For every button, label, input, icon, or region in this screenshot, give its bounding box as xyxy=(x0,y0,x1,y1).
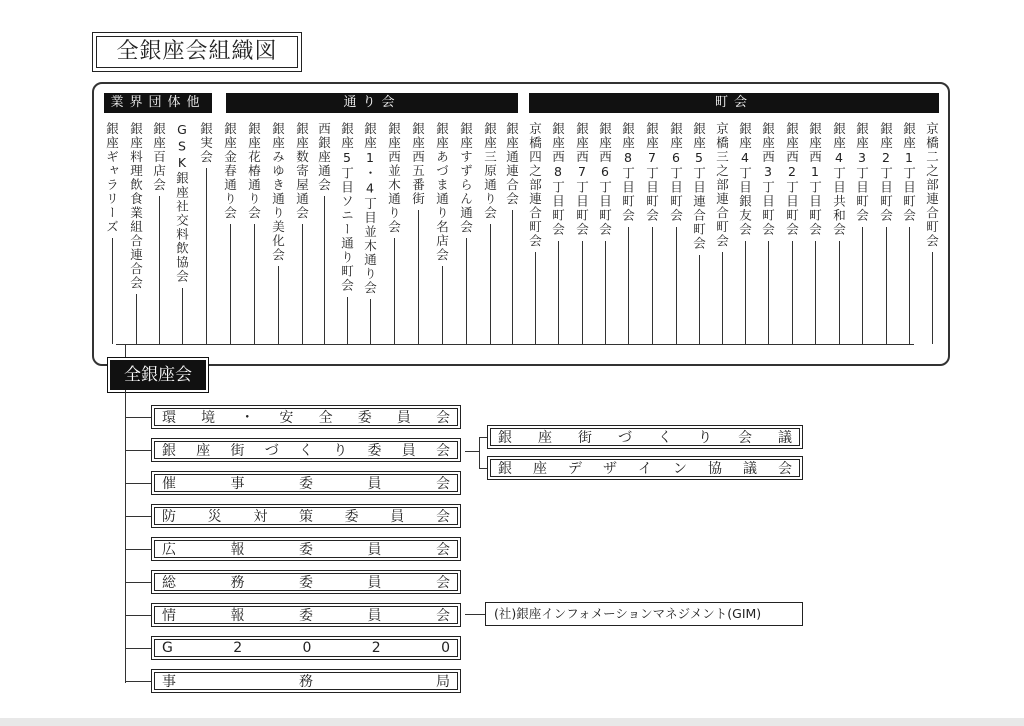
page-footer-strip xyxy=(0,718,1024,726)
committee-char: 会 xyxy=(436,608,450,624)
committee-char: 委 xyxy=(299,608,313,624)
committee-char: 催 xyxy=(162,476,176,492)
committee-char: く xyxy=(299,443,313,459)
committee-char: 事 xyxy=(162,674,176,690)
subgroup-char: 銀 xyxy=(498,430,512,446)
committee-char: 0 xyxy=(441,640,450,656)
org-label: 銀座西3丁目町会 xyxy=(760,122,776,237)
gim-box: (社)銀座インフォメーションマネジメント(GIM) xyxy=(485,602,803,626)
committee-char: 委 xyxy=(299,575,313,591)
committee-char: 委 xyxy=(344,509,359,525)
committee-char: 委 xyxy=(357,410,372,426)
subgroup-char: づ xyxy=(618,430,632,446)
committee-char: 防 xyxy=(162,509,176,525)
org-label: 銀座料理飲食業組合連合会 xyxy=(128,122,144,290)
org-label: 銀座5丁目ソニー通り町会 xyxy=(339,122,355,293)
band-streets: 通り会 xyxy=(226,93,518,113)
committee-char: 員 xyxy=(367,542,382,558)
gim-connector xyxy=(465,614,485,615)
committee-char: 境 xyxy=(201,410,216,426)
band-towns: 町会 xyxy=(529,93,939,113)
committee-char: 員 xyxy=(367,476,382,492)
org-label: 銀座三原通り会 xyxy=(482,122,498,220)
committee-char: G xyxy=(162,640,173,656)
org-label: 銀座8丁目町会 xyxy=(620,122,636,223)
org-label: 銀座西五番街 xyxy=(410,122,426,206)
org-label: 銀座西1丁目町会 xyxy=(807,122,823,237)
committee-char: 広 xyxy=(162,542,176,558)
org-label: 銀座百店会 xyxy=(151,122,167,192)
subgroup-char: ン xyxy=(673,461,687,477)
subgroup-char: く xyxy=(658,430,672,446)
org-label: 京橋四之部連合町会 xyxy=(527,122,543,248)
org-label: GSK銀座社交料飲協会 xyxy=(174,122,190,284)
committee-char: 務 xyxy=(299,674,313,690)
subgroup-box xyxy=(487,456,803,480)
committee-char: 員 xyxy=(396,410,411,426)
committee-char: 環 xyxy=(162,410,176,426)
committee-char: 局 xyxy=(436,674,450,690)
committee-char: 銀 xyxy=(162,443,176,459)
org-label: 銀座3丁目町会 xyxy=(854,122,870,223)
org-label: 銀座西7丁目町会 xyxy=(574,122,590,237)
org-label: 銀座ギャラリーズ xyxy=(104,122,120,234)
committee-char: 員 xyxy=(367,575,382,591)
org-label: 京橋二之部連合町会 xyxy=(924,122,940,248)
committee-char: 会 xyxy=(436,443,450,459)
org-label: 銀実会 xyxy=(198,122,214,164)
band-industry: 業界団体他 xyxy=(104,93,212,113)
org-label: 銀座西8丁目町会 xyxy=(550,122,566,237)
subgroup-char: 議 xyxy=(778,430,792,446)
root-node: 全銀座会 xyxy=(108,358,208,392)
org-label: 銀座西2丁目町会 xyxy=(784,122,800,237)
org-label: 銀座4丁目銀友会 xyxy=(737,122,753,237)
org-label: 銀座西並木通り会 xyxy=(386,122,402,234)
org-label: 銀座西6丁目町会 xyxy=(597,122,613,237)
org-label: 銀座2丁目町会 xyxy=(878,122,894,223)
committee-char: ・ xyxy=(240,410,255,426)
subgroup-char: り xyxy=(698,430,712,446)
subgroup-box xyxy=(487,425,803,449)
committee-char: り xyxy=(333,443,348,459)
committee-char: 2 xyxy=(371,640,381,656)
committee-char: 対 xyxy=(253,509,268,525)
org-label: 銀座花椿通り会 xyxy=(246,122,262,220)
committee-char: 員 xyxy=(367,608,382,624)
committee-char: 報 xyxy=(230,542,245,558)
committee-char: 街 xyxy=(230,443,245,459)
committee-char: 座 xyxy=(196,443,211,459)
org-label: 銀座みゆき通り美化会 xyxy=(270,122,286,262)
committee-char: 策 xyxy=(298,509,313,525)
org-label: 西銀座通会 xyxy=(316,122,332,192)
subgroup-char: 座 xyxy=(533,461,547,477)
committee-char: 総 xyxy=(162,575,176,591)
subgroup-char: デ xyxy=(568,461,582,477)
committee-char: づ xyxy=(264,443,279,459)
subgroup-char: ザ xyxy=(603,461,617,477)
subgroup-char: 銀 xyxy=(498,461,512,477)
committee-char: 0 xyxy=(302,640,312,656)
committee-char: 委 xyxy=(299,476,313,492)
org-label: 銀座1・4丁目並木通り会 xyxy=(362,122,378,295)
committee-char: 会 xyxy=(435,509,450,525)
org-label: 銀座通連合会 xyxy=(504,122,520,206)
subgroup-char: 協 xyxy=(708,461,722,477)
subgroup-char: 会 xyxy=(738,430,752,446)
subgroup-char: イ xyxy=(638,461,652,477)
committee-char: 情 xyxy=(162,608,176,624)
org-label: 銀座6丁目町会 xyxy=(668,122,684,223)
chart-title: 全銀座会組織図 xyxy=(92,32,302,72)
subgroup-char: 議 xyxy=(743,461,757,477)
committee-char: 全 xyxy=(318,410,333,426)
org-label: 京橋三之部連合町会 xyxy=(714,122,730,248)
committee-char: 安 xyxy=(279,410,294,426)
committee-char: 委 xyxy=(367,443,382,459)
committee-char: 会 xyxy=(436,476,450,492)
committee-char: 災 xyxy=(207,509,222,525)
org-label: 銀座7丁目町会 xyxy=(644,122,660,223)
committee-char: 2 xyxy=(233,640,243,656)
org-label: 銀座4丁目共和会 xyxy=(831,122,847,237)
committee-char: 事 xyxy=(230,476,245,492)
subgroup-char: 座 xyxy=(538,430,552,446)
org-label: 銀座すずらん通会 xyxy=(458,122,474,234)
subgroup-char: 街 xyxy=(578,430,592,446)
org-label: 銀座数寄屋通会 xyxy=(294,122,310,220)
committee-char: 委 xyxy=(299,542,313,558)
committee-char: 会 xyxy=(436,575,450,591)
committee-char: 務 xyxy=(230,575,245,591)
org-label: 銀座金春通り会 xyxy=(222,122,238,220)
committee-char: 員 xyxy=(401,443,416,459)
org-label: 銀座5丁目連合町会 xyxy=(691,122,707,251)
committee-char: 会 xyxy=(436,542,450,558)
org-label: 銀座1丁目町会 xyxy=(901,122,917,223)
committee-char: 報 xyxy=(230,608,245,624)
committee-char: 会 xyxy=(435,410,450,426)
committee-char: 員 xyxy=(390,509,405,525)
org-label: 銀座あづま通り名店会 xyxy=(434,122,450,262)
subgroup-char: 会 xyxy=(778,461,792,477)
